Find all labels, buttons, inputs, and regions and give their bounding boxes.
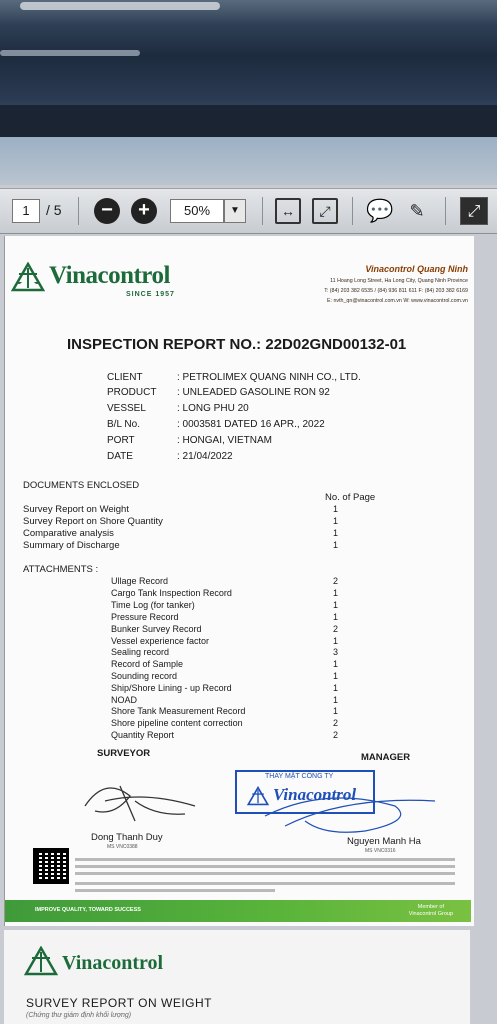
attachment-item: Record of Sample (111, 659, 184, 669)
attachment-item: Time Log (for tanker) (111, 600, 195, 610)
attachment-pages: 1 (333, 636, 339, 646)
fine-print-line (75, 865, 455, 868)
attachment-pages: 1 (333, 600, 339, 610)
document-item: Comparative analysis (23, 528, 114, 539)
zoom-level-input[interactable]: 50% (170, 199, 224, 223)
attachment-item: Cargo Tank Inspection Record (111, 588, 232, 598)
page2-logo-wordmark: Vinacontrol (62, 952, 164, 974)
documents-heading: DOCUMENTS ENCLOSED (23, 480, 140, 491)
monitor-bezel-band (0, 105, 497, 137)
toolbar-divider (262, 197, 263, 225)
attachment-item: Pressure Record (111, 612, 179, 622)
port-value: : HONGAI, VIETNAM (177, 435, 273, 446)
pdf-toolbar (0, 188, 497, 234)
company-stamp (235, 770, 375, 814)
attachment-item: Ship/Shore Lining - up Record (111, 683, 232, 693)
pdf-page-1 (4, 236, 474, 926)
document-item: Survey Report on Shore Quantity (23, 516, 163, 527)
comment-icon[interactable]: 💬 (366, 198, 394, 223)
stamp-name: Vinacontrol (273, 785, 357, 804)
zoom-dropdown-button[interactable]: ▼ (224, 199, 246, 223)
footer-slogan: IMPROVE QUALITY, TOWARD SUCCESS (35, 907, 141, 913)
attachment-pages: 2 (333, 624, 339, 634)
surveyor-label: SURVEYOR (97, 748, 151, 759)
highlight-text-icon[interactable]: ✎ (409, 201, 425, 221)
branch-name: Vinacontrol Quang Ninh (365, 264, 468, 274)
date-label: DATE (107, 451, 133, 462)
branch-address: 11 Hoang Long Street, Ha Long City, Quang Ninh Province (330, 278, 468, 284)
branch-phones: T: (84) 203 382 6535 / (84) 936 811 611 F: (84) 203 382 6169 (324, 288, 468, 294)
vessel-value: : LONG PHU 20 (177, 403, 249, 414)
document-pages: 1 (333, 540, 339, 550)
document-pages: 1 (333, 504, 339, 514)
attachment-pages: 2 (333, 576, 339, 586)
attachment-pages: 1 (333, 695, 339, 705)
attachment-item: Vessel experience factor (111, 636, 210, 646)
fine-print-line (75, 889, 275, 892)
fit-width-icon[interactable]: ↔ (275, 198, 301, 224)
toolbar-divider (445, 197, 446, 225)
product-label: PRODUCT (107, 387, 157, 398)
attachment-item: Quantity Report (111, 730, 175, 740)
page-total: / 5 (46, 202, 62, 218)
scales-icon (24, 946, 58, 976)
attachment-item: Bunker Survey Record (111, 624, 202, 634)
footer-member-line1: Member of (417, 904, 445, 910)
attachment-item: Sounding record (111, 671, 178, 681)
document-pages: 1 (333, 516, 339, 526)
attachment-item: Sealing record (111, 647, 170, 657)
surveyor-signature (75, 766, 205, 826)
fine-print-line (75, 882, 455, 885)
attachment-pages: 1 (333, 671, 339, 681)
product-value: : UNLEADED GASOLINE RON 92 (177, 387, 330, 398)
attachment-item: Ullage Record (111, 576, 169, 586)
attachment-pages: 1 (333, 612, 339, 622)
attachment-pages: 1 (333, 588, 339, 598)
manager-id: MS VNC0316 (365, 848, 396, 854)
page2-title: SURVEY REPORT ON WEIGHT (26, 996, 212, 1010)
branch-contact: E: nvth_qn@vinacontrol.com.vn W: www.vinacontrol.com.vn (327, 298, 468, 304)
page-footer (5, 900, 471, 922)
attachment-item: Shore pipeline content correction (111, 718, 243, 728)
attachment-pages: 2 (333, 730, 339, 740)
manager-label: MANAGER (361, 752, 411, 763)
viewer-title-area (0, 137, 497, 185)
footer-member-line2: Vinacontrol Group (408, 910, 453, 917)
document-item: Survey Report on Weight (23, 504, 129, 515)
fine-print-line (75, 858, 455, 861)
manager-name: Nguyen Manh Ha (347, 836, 421, 847)
screen-glare (20, 2, 220, 10)
vessel-label: VESSEL (107, 403, 146, 414)
document-pages: 1 (333, 528, 339, 538)
fine-print-line (75, 872, 455, 875)
bl-value: : 0003581 DATED 16 APR., 2022 (177, 419, 325, 430)
screen-glare (0, 50, 140, 56)
zoom-out-button[interactable]: − (94, 198, 120, 224)
attachment-pages: 1 (333, 683, 339, 693)
attachment-item: Shore Tank Measurement Record (111, 706, 246, 716)
toolbar-divider (352, 197, 353, 225)
attachment-pages: 2 (333, 718, 339, 728)
client-label: CLIENT (107, 372, 143, 383)
page-count-header: No. of Page (325, 492, 376, 503)
bl-label: B/L No. (107, 419, 140, 430)
scales-icon (247, 786, 269, 806)
footer-member (409, 904, 453, 917)
attachment-pages: 1 (333, 706, 339, 716)
page-number-input[interactable]: 1 (12, 199, 40, 223)
port-label: PORT (107, 435, 135, 446)
client-value: : PETROLIMEX QUANG NINH CO., LTD. (177, 372, 361, 383)
surveyor-name: Dong Thanh Duy (91, 832, 163, 843)
date-value: : 21/04/2022 (177, 451, 233, 462)
pdf-page-2 (4, 930, 470, 1024)
toolbar-divider (78, 197, 79, 225)
document-item: Summary of Discharge (23, 540, 120, 551)
attachment-pages: 1 (333, 659, 339, 669)
zoom-in-button[interactable]: + (131, 198, 157, 224)
surveyor-id: MS VNC0388 (107, 844, 138, 850)
fullscreen-icon[interactable]: ⤢ (460, 197, 488, 225)
fit-page-icon[interactable]: ⤢ (312, 198, 338, 224)
report-title: INSPECTION REPORT NO.: 22D02GND00132-01 (67, 336, 407, 353)
attachment-item: NOAD (111, 695, 138, 705)
attachments-heading: ATTACHMENTS : (23, 564, 99, 575)
page2-subtitle: (Chứng thư giám định khối lượng) (26, 1012, 132, 1019)
logo-wordmark: Vinacontrol (49, 262, 170, 289)
logo-since: SINCE 1957 (126, 291, 175, 298)
qr-code (33, 848, 69, 884)
stamp-caption: THAY MẶT CÔNG TY (265, 773, 334, 780)
attachment-pages: 3 (333, 647, 339, 657)
scales-icon (11, 262, 45, 292)
